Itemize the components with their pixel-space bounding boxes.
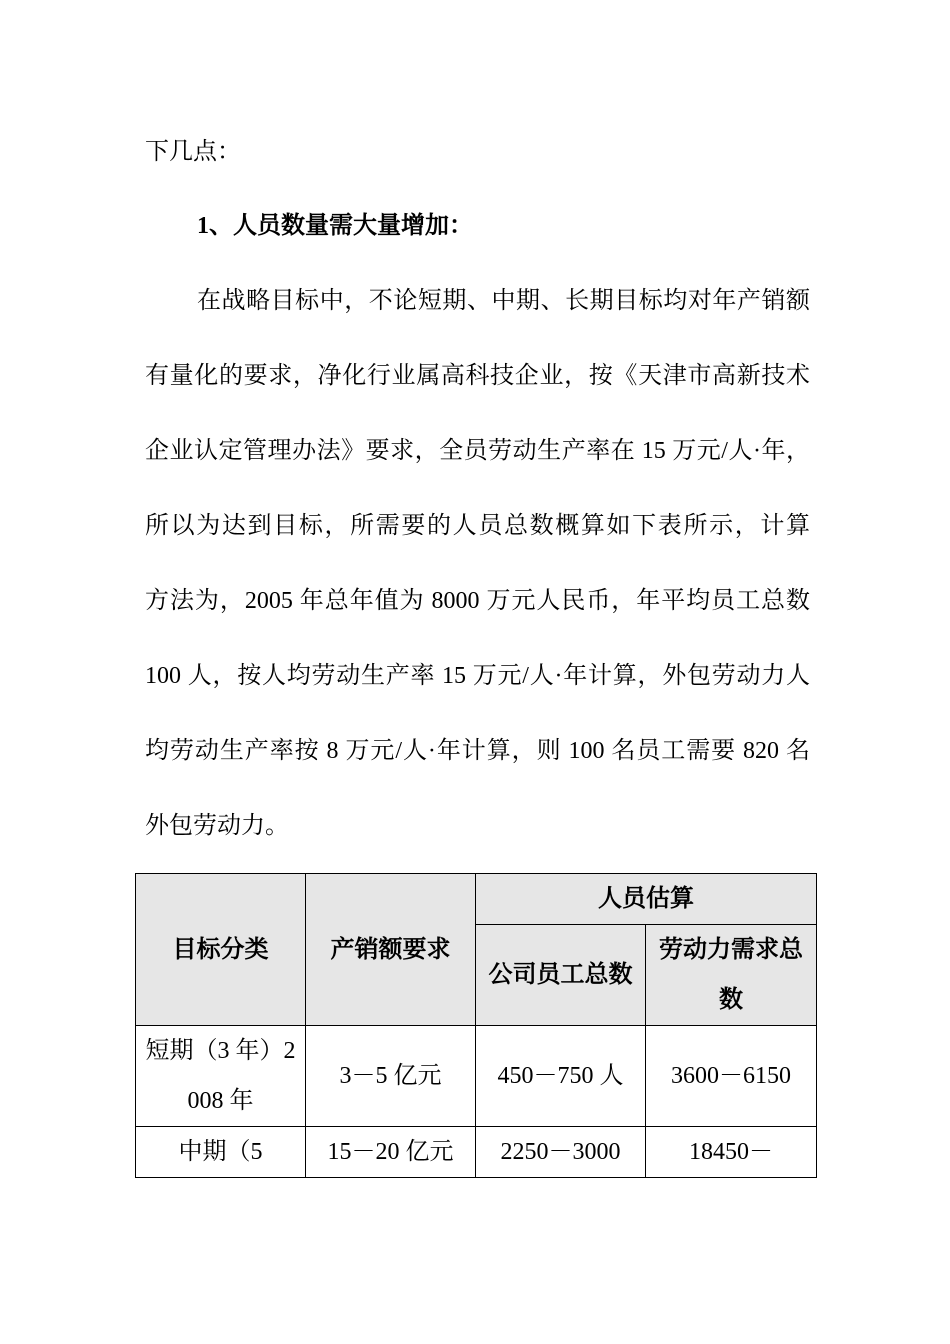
cell-staff: 450－750 人	[476, 1026, 646, 1127]
header-labor: 劳动力需求总数	[646, 925, 817, 1026]
section-heading: 1、人员数量需大量增加：	[197, 213, 473, 239]
table-row	[136, 1127, 817, 1178]
header-sales: 产销额要求	[306, 874, 476, 1026]
paragraph-line: 在战略目标中，不论短期、中期、长期目标均对年产销额	[197, 288, 810, 314]
cell-category: 中期（5	[136, 1127, 306, 1178]
cell-labor: 3600－6150	[646, 1026, 817, 1127]
paragraph-line: 所以为达到目标，所需要的人员总数概算如下表所示，计算	[145, 513, 810, 539]
table-header-row	[136, 874, 817, 925]
cell-sales: 3－5 亿元	[306, 1026, 476, 1127]
header-estimate: 人员估算	[476, 874, 817, 925]
paragraph-line: 均劳动生产率按 8 万元/人·年计算，则 100 名员工需要 820 名	[145, 738, 810, 764]
header-staff: 公司员工总数	[476, 925, 646, 1026]
cell-sales: 15－20 亿元	[306, 1127, 476, 1178]
table-row	[136, 1026, 817, 1127]
paragraph-line: 企业认定管理办法》要求，全员劳动生产率在 15 万元/人·年，	[145, 438, 810, 464]
paragraph-line: 方法为，2005 年总年值为 8000 万元人民币，年平均员工总数	[145, 588, 810, 614]
personnel-estimate-table	[135, 873, 817, 1178]
paragraph-line: 外包劳动力。	[145, 813, 289, 839]
paragraph-line: 100 人，按人均劳动生产率 15 万元/人·年计算，外包劳动力人	[145, 663, 810, 689]
paragraph-line: 有量化的要求，净化行业属高科技企业，按《天津市高新技术	[145, 363, 810, 389]
cell-staff: 2250－3000	[476, 1127, 646, 1178]
cell-labor: 18450－	[646, 1127, 817, 1178]
paragraph-line: 下几点：	[145, 139, 241, 165]
cell-category: 短期（3 年）2008 年	[136, 1026, 306, 1127]
header-category: 目标分类	[136, 874, 306, 1026]
